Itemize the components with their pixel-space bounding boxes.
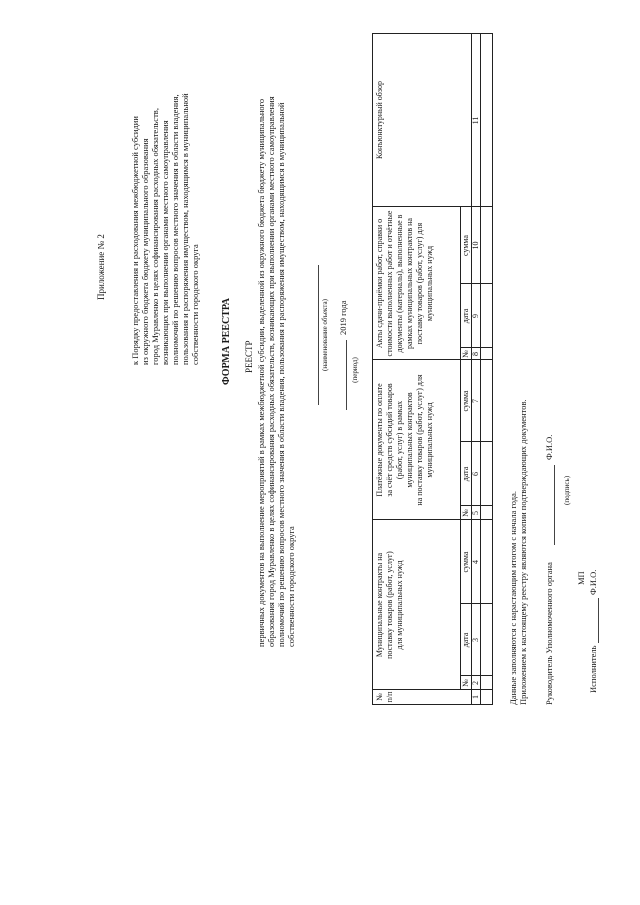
payments-header-line: (работ, услуг) в рамках [395, 400, 404, 480]
sub-num-header: № [461, 350, 470, 358]
column-number: 5 [471, 511, 480, 515]
column-number: 1 [471, 695, 480, 699]
column-number: 2 [471, 681, 480, 685]
appendix-line: к Порядку предоставления и расходования межбюджетной субсидии [130, 116, 140, 365]
sub-sum-header: сумма [461, 390, 470, 412]
acts-header-line: муниципальных нужд [425, 245, 434, 322]
registry-line: первичных документов на выполнение мероприятий в рамках межбюджетной субсидии, выделенной из окружного бюджета бюджету муниципального [256, 98, 266, 647]
sub-num-header: № [461, 509, 470, 517]
appendix-line: собственности городского округа [190, 244, 200, 365]
acts-header-line: стоимости выполненных работ и отчётные [385, 210, 394, 357]
payments-header-line: Платёжные документы по оплате [375, 383, 384, 497]
form-title: ФОРМА РЕЕСТРА [221, 298, 232, 385]
registry-line: полномочий по решению вопросов местного значения в области владения, пользования и распоряжения имуществом, находящимся в муниципальной [276, 102, 286, 647]
period-caption: (период) [351, 357, 359, 383]
payments-header-line: на поставку товаров (работ, услуг) для [415, 374, 424, 506]
executor-label: Исполнитель [588, 645, 598, 693]
payments-header-line: муниципальных нужд [425, 402, 434, 478]
contracts-header-line: для муниципальных нужд [395, 560, 404, 650]
acts-header-line: рамках муниципальных контрактов на [405, 218, 414, 350]
sub-date-header: дата [461, 308, 470, 324]
contracts-header-line: Муниципальные контракты на [375, 552, 384, 658]
head-label: Руководитель Уполномоченного органа [544, 562, 554, 705]
registry-line: образования город Муравленко в целях софинансирования расходных обязательств, возникающих при выполнении органами местного самоуправления [266, 96, 276, 647]
acts-header-line: документы (материалы), выполненные в [395, 214, 404, 353]
period-line[interactable] [346, 340, 347, 410]
note-line: Приложением к настоящему реестру являются копии подтверждающих документов. [518, 399, 528, 705]
review-header: Конъюнктурный обзор [375, 81, 384, 159]
column-number: 10 [471, 241, 480, 250]
payments-header-line: за счёт средств субсидий товаров [385, 383, 394, 497]
column-number: 8 [471, 352, 480, 356]
sub-sum-header: сумма [461, 235, 470, 256]
registry-table [372, 33, 493, 705]
stamp-mark: МП [576, 571, 586, 585]
sub-sum-header: сумма [461, 551, 470, 573]
signature-caption: (подпись) [563, 475, 571, 505]
column-number: 7 [471, 399, 480, 403]
object-caption: (наименование объекта) [321, 299, 329, 371]
sub-num-header: № [461, 679, 470, 687]
col-num-header: № п/п [375, 691, 394, 703]
head-signature-line[interactable] [554, 465, 555, 545]
acts-header-line: Акты сдачи-приёмки работ, справки о [375, 218, 384, 349]
executor-signature-line[interactable] [598, 598, 599, 643]
column-number: 6 [471, 472, 480, 476]
note-line: Данные заполняются с нарастающим итогом с начала года. [508, 490, 518, 705]
appendix-line: полномочий по решению вопросов местного значения в области владения, [170, 94, 180, 365]
appendix-line: город Муравленко в целях софинансирования расходных обязательств, [150, 108, 160, 365]
column-number: 4 [471, 560, 480, 564]
object-name-line[interactable] [318, 265, 319, 405]
appendix-line: пользования и распоряжения имуществом, находящимся в муниципальной [180, 93, 190, 365]
year-text: 2019 года [338, 300, 348, 335]
contracts-header-line: поставку товаров (работ, услуг) [385, 551, 394, 659]
column-number: 11 [471, 116, 480, 125]
sub-date-header: дата [461, 632, 470, 648]
registry-heading: РЕЕСТР [244, 340, 254, 373]
column-number: 3 [471, 638, 480, 642]
registry-line: собственности городского округа [286, 526, 296, 647]
sub-date-header: дата [461, 466, 470, 482]
appendix-number: Приложение № 2 [96, 234, 106, 300]
payments-header-line: муниципальных контрактов [405, 392, 414, 488]
appendix-line: из окружного бюджета бюджету муниципального образования [140, 138, 150, 365]
executor-name: Ф.И.О. [588, 569, 598, 595]
column-number: 9 [471, 314, 480, 318]
appendix-line: возникающих при выполнении органами местного самоуправления [160, 120, 170, 365]
head-name: Ф.И.О. [544, 434, 554, 460]
acts-header-line: поставку товаров (работ, услуг) для [415, 222, 424, 345]
